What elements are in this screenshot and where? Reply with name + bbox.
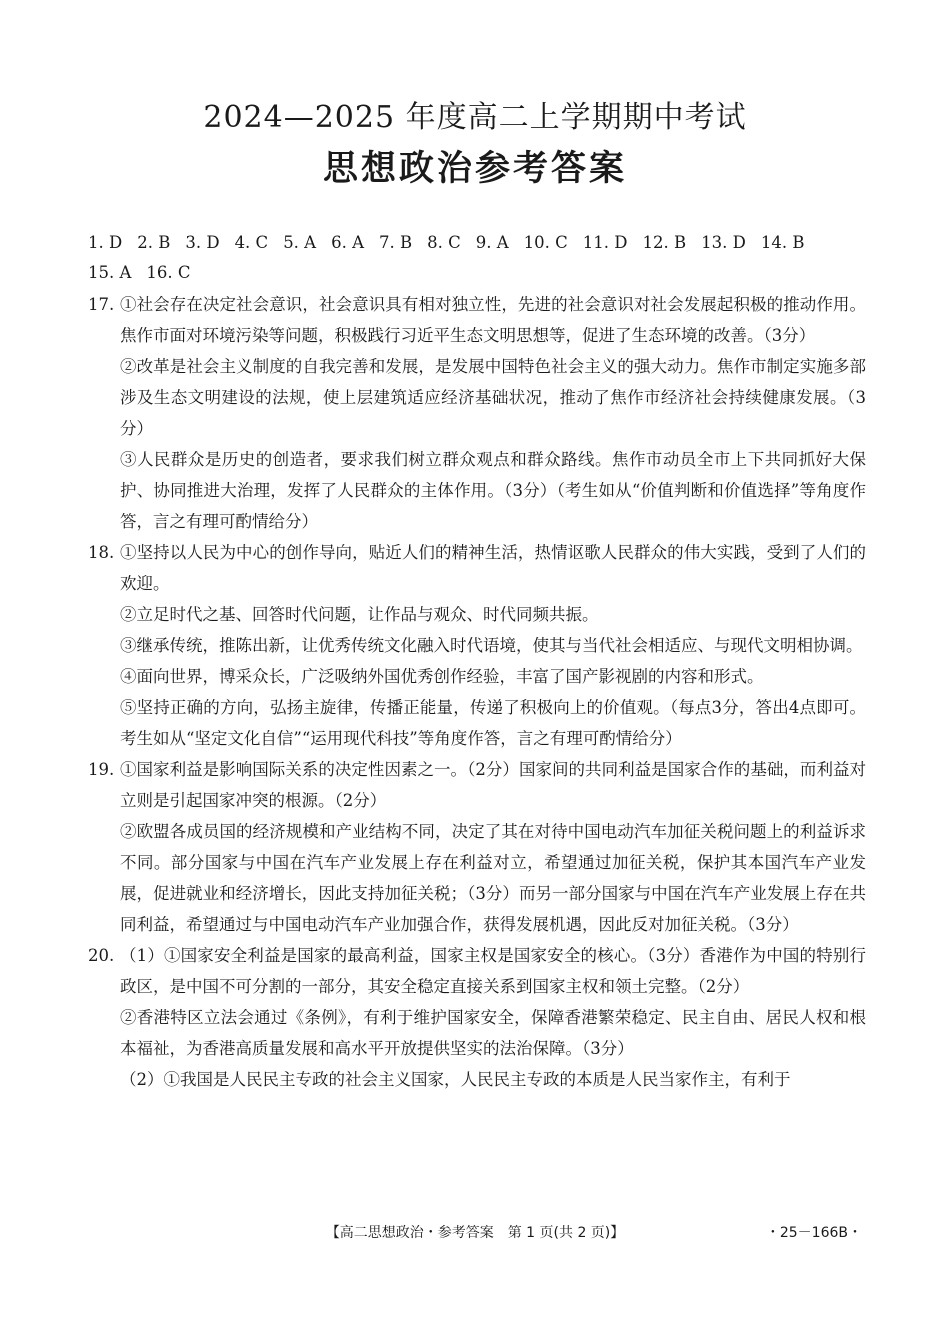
answer-item: 16. C bbox=[146, 263, 191, 282]
multiple-choice-answers bbox=[88, 228, 878, 288]
answer-item: 12. B bbox=[642, 233, 687, 252]
question-19 bbox=[88, 754, 866, 940]
answer-paragraph: ②欧盟各成员国的经济规模和产业结构不同，决定了其在对待中国电动汽车加征关税问题上的利益诉求不同。部分国家与中国在汽车产业发展上存在利益对立，希望通过加征关税，保护其本国汽车产业发展，促进就业和经济增长，因此支持加征关税；（3分）而另一部分国家与中国在汽车产业发展上存在共同利益，希望通过与中国电动汽车产业加强合作，获得发展机遇，因此反对加征关税。（3分） bbox=[120, 822, 866, 934]
answer-paragraph: ④面向世界，博采众长，广泛吸纳外国优秀创作经验，丰富了国产影视剧的内容和形式。 bbox=[120, 667, 764, 686]
answer-paragraph: （1）①国家安全利益是国家的最高利益，国家主权是国家安全的核心。（3分）香港作为中国的特别行政区，是中国不可分割的一部分，其安全稳定直接关系到国家主权和领土完整。（2分） bbox=[120, 946, 866, 996]
answer-item: 14. B bbox=[760, 233, 805, 252]
answer-paragraph: （2）①我国是人民民主专政的社会主义国家，人民民主专政的本质是人民当家作主，有利于 bbox=[120, 1070, 791, 1089]
question-17 bbox=[88, 289, 866, 537]
answer-item: 13. D bbox=[701, 233, 746, 252]
answer-paragraph: ③人民群众是历史的创造者，要求我们树立群众观点和群众路线。焦作市动员全市上下共同抓好大保护、协同推进大治理，发挥了人民群众的主体作用。（3分）（考生如从“价值判断和价值选择”等角度作答，言之有理可酌情给分） bbox=[120, 450, 866, 531]
footer-page-info: 【高二思想政治・参考答案 第 1 页(共 2 页)】 bbox=[325, 1225, 625, 1241]
answers-row-2 bbox=[88, 258, 878, 288]
answer-item: 6. A bbox=[331, 233, 364, 252]
footer-paper-code: ・25－166B・ bbox=[765, 1225, 862, 1241]
answer-item: 4. C bbox=[234, 233, 269, 252]
exam-title: 2024—2025 年度高二上学期期中考试 bbox=[203, 100, 747, 135]
answer-paragraph: ②香港特区立法会通过《条例》，有利于维护国家安全，保障香港繁荣稳定、民主自由、居民人权和根本福祉，为香港高质量发展和高水平开放提供坚实的法治保障。（3分） bbox=[120, 1008, 866, 1058]
answer-item: 5. A bbox=[283, 233, 317, 252]
question-number: 19. bbox=[88, 760, 115, 779]
answer-paragraph: ①坚持以人民为中心的创作导向，贴近人们的精神生活，热情讴歌人民群众的伟大实践，受到了人们的欢迎。 bbox=[120, 543, 866, 593]
answers-row-1 bbox=[88, 228, 878, 258]
question-number: 17. bbox=[88, 295, 115, 314]
answer-item: 1. D bbox=[88, 233, 123, 252]
answer-content bbox=[88, 289, 866, 1095]
answer-item: 2. B bbox=[137, 233, 171, 252]
question-18 bbox=[88, 537, 866, 754]
answer-item: 3. D bbox=[185, 233, 220, 252]
answer-item: 15. A bbox=[88, 263, 132, 282]
answer-item: 7. B bbox=[379, 233, 413, 252]
answer-paragraph: ①国家利益是影响国际关系的决定性因素之一。（2分）国家间的共同利益是国家合作的基础，而利益对立则是引起国家冲突的根源。（2分） bbox=[120, 760, 866, 810]
answer-item: 9. A bbox=[475, 233, 509, 252]
answer-paragraph: ②改革是社会主义制度的自我完善和发展，是发展中国特色社会主义的强大动力。焦作市制定实施多部涉及生态文明建设的法规，使上层建筑适应经济基础状况，推动了焦作市经济社会持续健康发展。（3分） bbox=[120, 357, 866, 438]
question-number: 20. bbox=[88, 946, 115, 965]
question-number: 18. bbox=[88, 543, 115, 562]
answer-item: 10. C bbox=[523, 233, 568, 252]
answer-item: 11. D bbox=[582, 233, 628, 252]
answer-key-title: 思想政治参考答案 bbox=[322, 149, 627, 189]
answer-item: 8. C bbox=[427, 233, 461, 252]
answer-paragraph: ⑤坚持正确的方向，弘扬主旋律，传播正能量，传递了积极向上的价值观。（每点3分，答出4点即可。考生如从“坚定文化自信”“运用现代科技”等角度作答，言之有理可酌情给分） bbox=[120, 698, 866, 748]
question-20 bbox=[88, 940, 866, 1095]
answer-paragraph: ②立足时代之基、回答时代问题，让作品与观众、时代同频共振。 bbox=[120, 605, 599, 624]
answer-paragraph: ①社会存在决定社会意识，社会意识具有相对独立性，先进的社会意识对社会发展起积极的推动作用。焦作市面对环境污染等问题，积极践行习近平生态文明思想等，促进了生态环境的改善。（3分） bbox=[120, 295, 866, 345]
answer-paragraph: ③继承传统，推陈出新，让优秀传统文化融入时代语境，使其与当代社会相适应、与现代文明相协调。 bbox=[120, 636, 863, 655]
